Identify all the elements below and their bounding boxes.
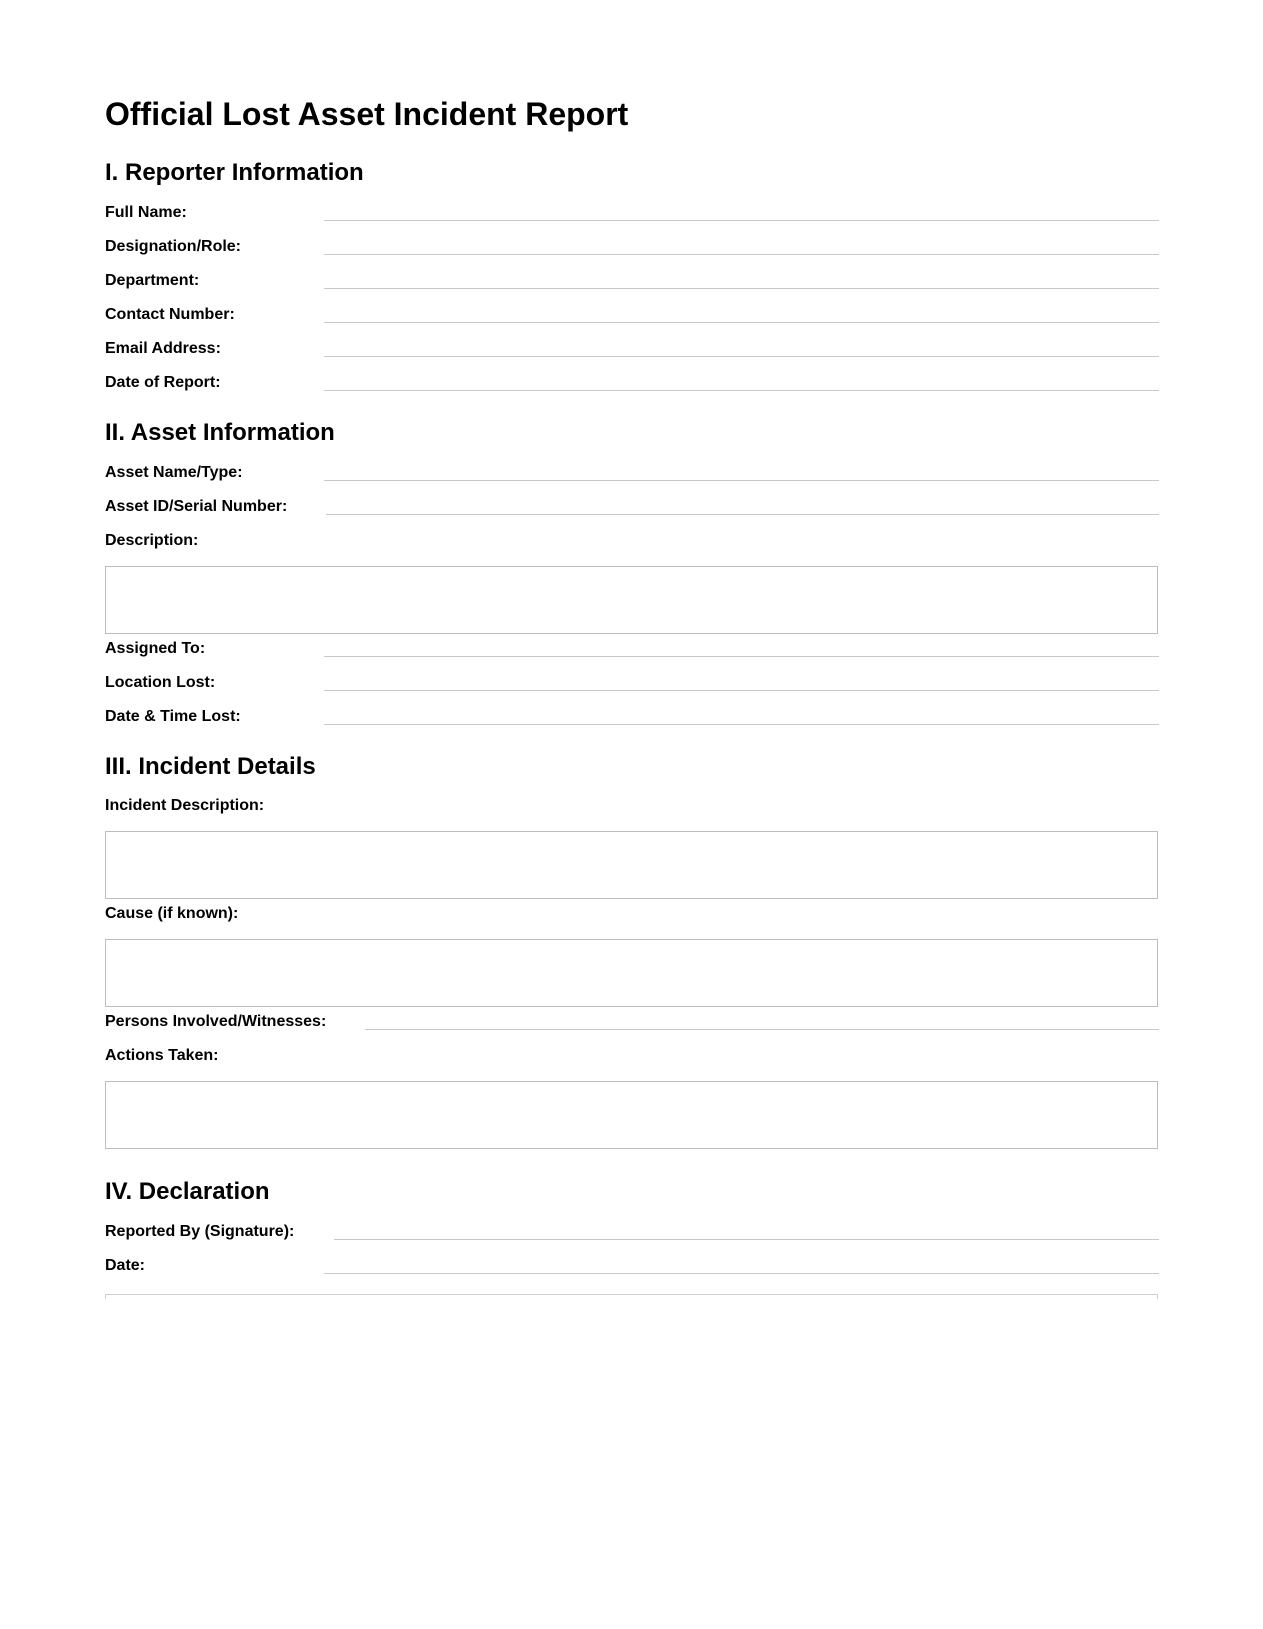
- designation-label: Designation/Role:: [105, 238, 242, 255]
- description-box[interactable]: [105, 566, 1158, 634]
- cause-box[interactable]: [105, 939, 1158, 1007]
- reported-by-signature-field[interactable]: [334, 1239, 1159, 1240]
- reported-by-label: Reported By (Signature):: [105, 1223, 295, 1240]
- full-name-label: Full Name:: [105, 204, 187, 221]
- section-heading-asset: II. Asset Information: [105, 419, 335, 446]
- location-lost-label: Location Lost:: [105, 674, 216, 691]
- department-field[interactable]: [324, 288, 1159, 289]
- asset-name-label: Asset Name/Type:: [105, 464, 243, 481]
- date-of-report-field[interactable]: [324, 390, 1159, 391]
- department-label: Department:: [105, 272, 200, 289]
- email-address-field[interactable]: [324, 356, 1159, 357]
- date-time-lost-label: Date & Time Lost:: [105, 708, 241, 725]
- section-heading-declaration: IV. Declaration: [105, 1178, 270, 1205]
- section-heading-incident: III. Incident Details: [105, 753, 316, 780]
- cause-label: Cause (if known):: [105, 905, 239, 922]
- actions-taken-label: Actions Taken:: [105, 1047, 219, 1064]
- incident-description-label: Incident Description:: [105, 797, 265, 814]
- full-name-field[interactable]: [324, 220, 1159, 221]
- declaration-date-field[interactable]: [324, 1273, 1159, 1274]
- section-heading-reporter: I. Reporter Information: [105, 159, 364, 186]
- declaration-date-label: Date:: [105, 1257, 146, 1274]
- asset-id-field[interactable]: [326, 514, 1159, 515]
- document-title: Official Lost Asset Incident Report: [105, 96, 629, 132]
- persons-involved-field[interactable]: [365, 1029, 1159, 1030]
- incident-description-box[interactable]: [105, 831, 1158, 899]
- contact-number-label: Contact Number:: [105, 306, 235, 323]
- clipped-box-edge: [105, 1294, 1158, 1299]
- designation-field[interactable]: [324, 254, 1159, 255]
- location-lost-field[interactable]: [324, 690, 1159, 691]
- contact-number-field[interactable]: [324, 322, 1159, 323]
- date-time-lost-field[interactable]: [324, 724, 1159, 725]
- persons-involved-label: Persons Involved/Witnesses:: [105, 1013, 327, 1030]
- description-label: Description:: [105, 532, 199, 549]
- assigned-to-field[interactable]: [324, 656, 1159, 657]
- asset-name-field[interactable]: [324, 480, 1159, 481]
- asset-id-label: Asset ID/Serial Number:: [105, 498, 288, 515]
- email-address-label: Email Address:: [105, 340, 221, 357]
- actions-taken-box[interactable]: [105, 1081, 1158, 1149]
- assigned-to-label: Assigned To:: [105, 640, 206, 657]
- date-of-report-label: Date of Report:: [105, 374, 221, 391]
